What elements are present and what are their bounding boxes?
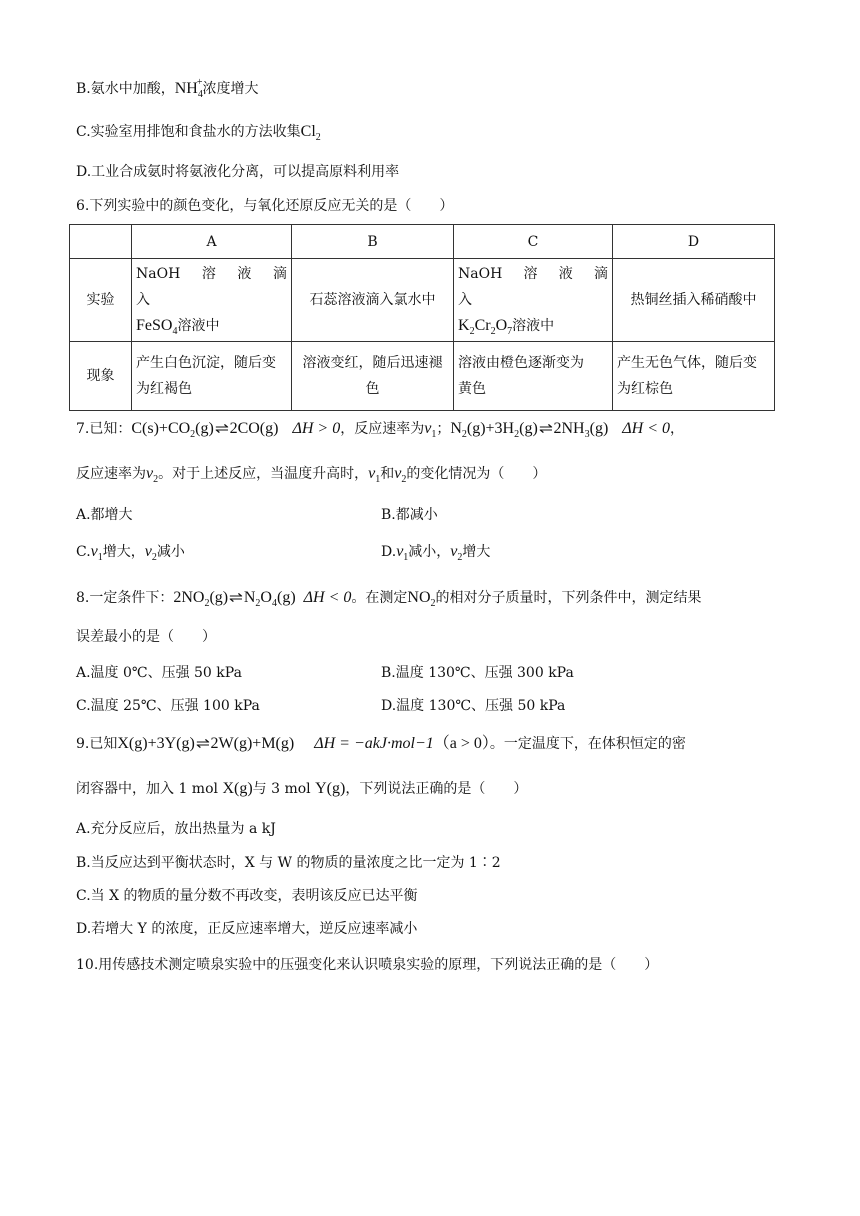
q6-stem: 6.下列实验中的颜色变化，与氧化还原反应无关的是（ ） xyxy=(76,198,454,214)
table-header-row xyxy=(70,225,775,259)
q8-option-a: A.温度 0℃、压强 50 kPa xyxy=(76,665,242,681)
row-label-experiment: 实验 xyxy=(70,259,132,342)
q9-reaction: X(g)+3Y(g)⇌2W(g)+M(g) xyxy=(117,735,294,752)
table-header-a: A xyxy=(132,225,292,259)
q7-option-d: $D.v_1$减小，$v_2$增大 xyxy=(381,543,491,564)
equilibrium-arrow-icon: ⇌ xyxy=(228,591,244,606)
q9-option-c: C.当 X 的物质的量分数不再改变，表明该反应已达平衡 xyxy=(76,888,418,904)
q7-stem-line1: 7.已知：$C(s)+CO_2(g)\rightleftharpoons 2CO(g) \Delta H > 0$，反应速率为$v_1$；$N_2(g)+3H_2(g)\rightleftharpoons 2NH_3(g) \Delta H < 0$， xyxy=(76,420,685,441)
cell-exp-a: NaOH 溶 液 滴 入 FeSO$_4$溶液中 xyxy=(132,259,292,342)
table-header-d: D xyxy=(613,225,775,259)
table-header-b: B xyxy=(292,225,454,259)
cell-exp-b: 石蕊溶液滴入氯水中 xyxy=(292,259,454,342)
q6-experiment-table xyxy=(69,224,775,411)
ammonium-ion: $NH_4^+$ xyxy=(174,77,203,101)
q7-option-a: A.都增大 xyxy=(76,507,133,523)
equilibrium-arrow-icon: ⇌ xyxy=(214,422,229,437)
cell-obs-a: 产生白色沉淀，随后变 为红褐色 xyxy=(132,342,292,411)
q7-reaction-1: $C(s)+CO_2(g)\rightleftharpoons 2CO(g)$ xyxy=(131,420,279,441)
q7-reaction-2: $N_2(g)+3H_2(g)\rightleftharpoons 2NH_3(g)$ xyxy=(450,420,609,441)
table-header-blank xyxy=(70,225,132,259)
table-row-experiment xyxy=(70,259,775,342)
q9-stem-line2: 闭容器中，加入 1 mol X(g)与 3 mol Y(g)，下列说法正确的是（ ） xyxy=(76,780,528,797)
q5-option-b-tail: 浓度增大 xyxy=(202,81,259,97)
q5-option-b-text: B.氨水中加酸， xyxy=(76,81,175,97)
cell-obs-c: 溶液由橙色逐渐变为 黄色 xyxy=(454,342,613,411)
cell-obs-d: 产生无色气体，随后变 为红棕色 xyxy=(613,342,775,411)
q8-option-b: B.温度 130℃、压强 300 kPa xyxy=(381,665,574,681)
q7-option-b: B.都减小 xyxy=(381,507,438,523)
q8-reaction: $2NO_2(g)\rightleftharpoons N_2O_4(g)$ xyxy=(173,589,296,610)
table-header-c: C xyxy=(454,225,613,259)
q9-option-b: B.当反应达到平衡状态时，X 与 W 的物质的量浓度之比一定为 1∶2 xyxy=(76,855,501,871)
q9-stem-line1: 9.已知X(g)+3Y(g)⇌2W(g)+M(g) ΔH = −akJ·mol−1（a > 0）。一定温度下，在体积恒定的密 xyxy=(76,734,686,755)
q7-option-c: $C.v_1$增大，$v_2$减小 xyxy=(76,543,185,564)
q8-option-d: D.温度 130℃、压强 50 kPa xyxy=(381,698,566,714)
q10-stem: 10.用传感技术测定喷泉实验中的压强变化来认识喷泉实验的原理，下列说法正确的是（ ） xyxy=(76,957,659,973)
q7-enthalpy-2: ΔH < 0 xyxy=(622,420,671,437)
row-label-observation: 现象 xyxy=(70,342,132,411)
q7-enthalpy-1: ΔH > 0 xyxy=(292,420,341,437)
cell-exp-c: NaOH 溶 液 滴 入 $K_2Cr_2O_7$溶液中 xyxy=(454,259,613,342)
cell-obs-b: 溶液变红，随后迅速褪 色 xyxy=(292,342,454,411)
q5-option-d: D.工业合成氨时将氨液化分离，可以提高原料利用率 xyxy=(76,164,400,180)
equilibrium-arrow-icon: ⇌ xyxy=(195,737,210,752)
chlorine-formula: $Cl_2$ xyxy=(300,123,321,144)
q8-stem-line2: 误差最小的是（ ） xyxy=(76,629,216,645)
cell-exp-d: 热铜丝插入稀硝酸中 xyxy=(613,259,775,342)
table-row-observation xyxy=(70,342,775,411)
q9-option-d: D.若增大 Y 的浓度，正反应速率增大，逆反应速率减小 xyxy=(76,921,418,937)
equilibrium-arrow-icon: ⇌ xyxy=(538,422,553,437)
q5-option-b xyxy=(76,79,259,99)
q8-stem-line1: 8.一定条件下：$2NO_2(g)\rightleftharpoons N_2O_4(g) \Delta H < 0$。在测定$NO_2$的相对分子质量时，下列条件中，测定结果 xyxy=(76,589,702,610)
q5-option-c-text: C.实验室用排饱和食盐水的方法收集 xyxy=(76,124,301,140)
q8-option-c: C.温度 25℃、压强 100 kPa xyxy=(76,698,260,714)
q7-stem-line2: 反应速率为$v_2$。对于上述反应，当温度升高时，$v_1$和$v_2$的变化情况为（ ） xyxy=(76,465,547,486)
q5-option-c xyxy=(76,122,321,142)
q9-option-a: A.充分反应后，放出热量为 a kJ xyxy=(76,821,276,837)
